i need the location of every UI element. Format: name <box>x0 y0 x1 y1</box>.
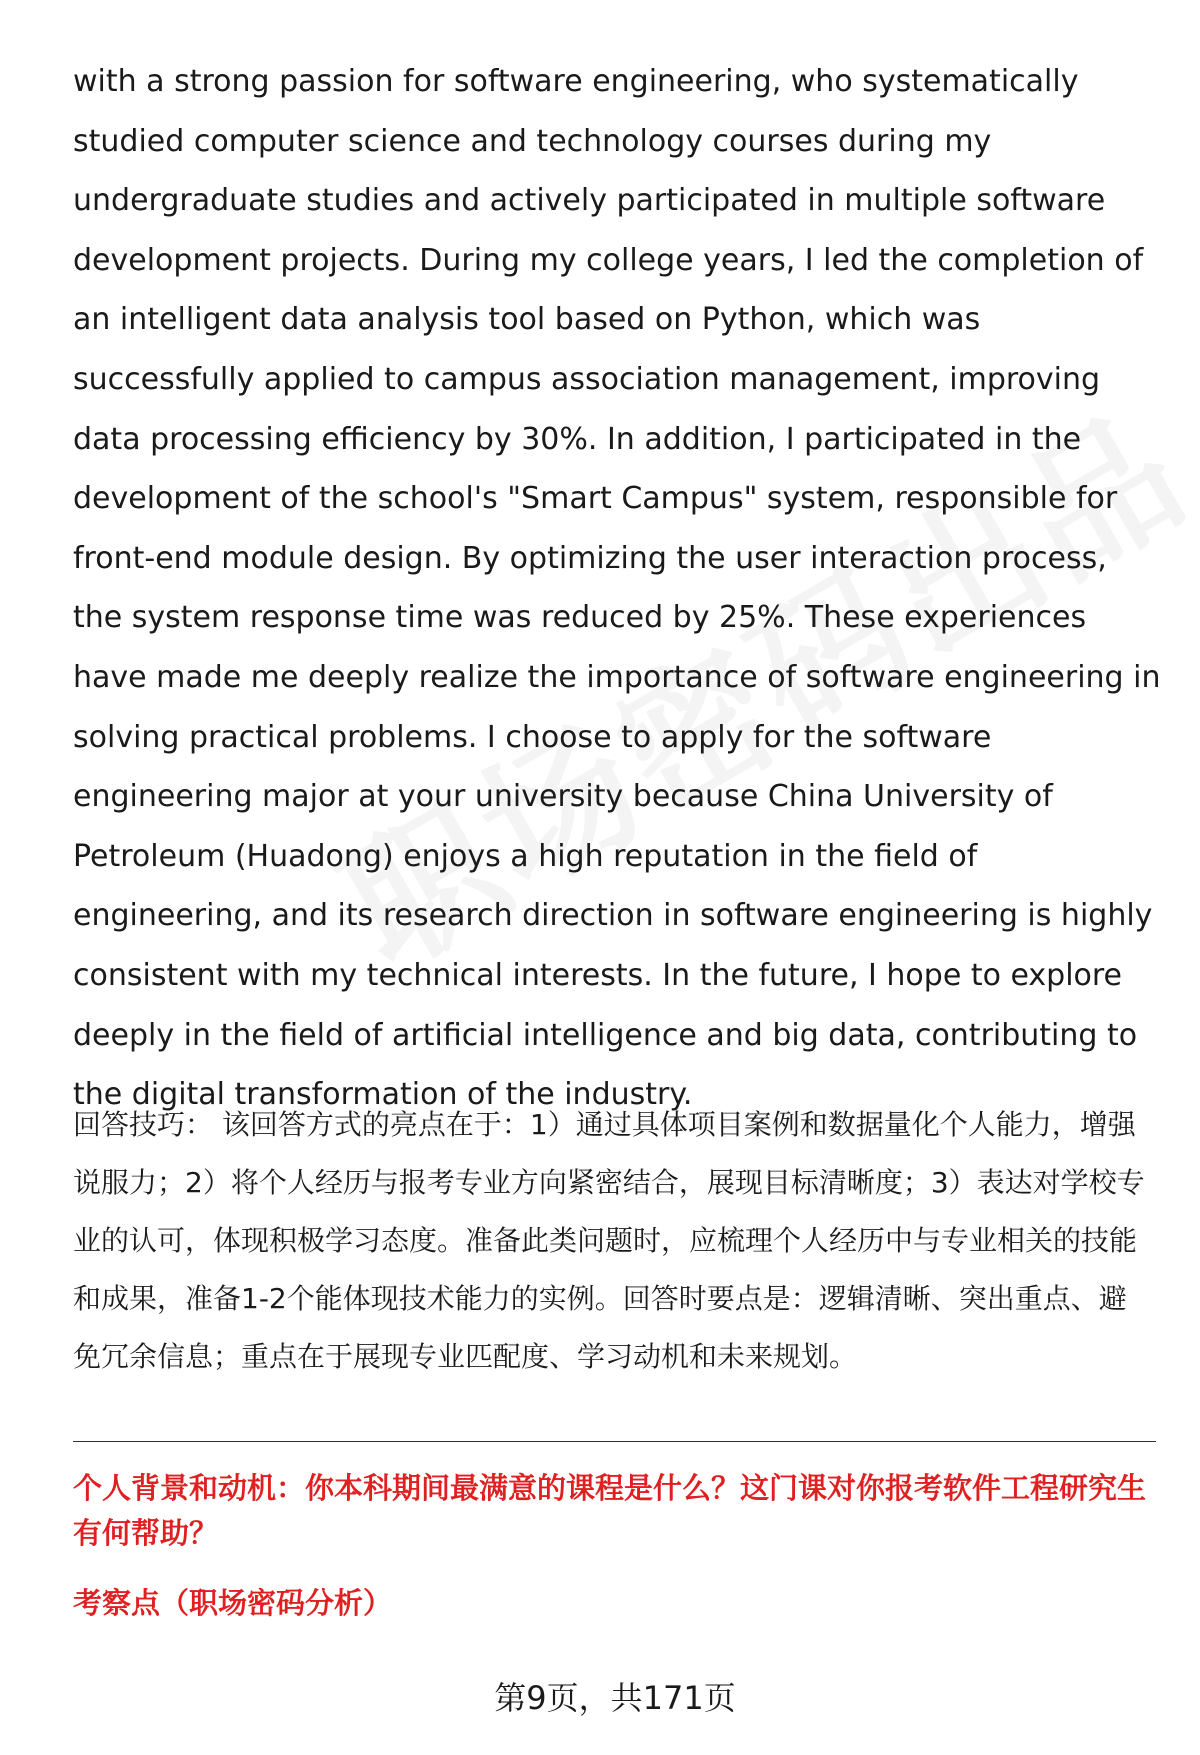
answer-tips-paragraph: 回答技巧： 该回答方式的亮点在于：1）通过具体项目案例和数据量化个人能力，增强说服力；2）将个人经历与报考专业方向紧密结合，展现目标清晰度；3）表达对学校专业的认可，体现积极学习态度。准备此类问题时，应梳理个人经历中与专业相关的技能和成果，准备1-2个能体现技术能力的实例。回答时要点是：逻辑清晰、突出重点、避免冗余信息；重点在于展现专业匹配度、学习动机和未来规划。 <box>73 1108 1145 1373</box>
next-question-heading: 个人背景和动机：你本科期间最满意的课程是什么？这门课对你报考软件工程研究生有何帮助？ <box>73 1471 1147 1550</box>
section-divider <box>73 1441 1156 1442</box>
answer-paragraph: with a strong passion for software engineering, who systematically studied computer science and technology courses during my undergraduate studies and actively participated in multiple software development projects. During my college years, I led the completion of an intelligent data analysis tool based on Python, which was successfully applied to campus association management, improving data processing efficiency by 30%. In addition, I participated in the development of the school's "Smart Campus" system, responsible for front-end module design. By optimizing the user interaction process, the system response time was reduced by 25%. These experiences have made me deeply realize the importance of software engineering in solving practical problems. I choose to apply for the software engineering major at your university because China University of Petroleum (Huadong) enjoys a high reputation in the field of engineering, and its research direction in software engineering is highly consistent with my technical interests. In the future, I hope to explore deeply in the field of artificial intelligence and big data, contributing to the digital transformation of the industry. <box>73 64 1161 1113</box>
page-number: 第9页，共171页 <box>494 1679 736 1717</box>
analysis-subheading: 考察点（职场密码分析） <box>73 1586 393 1620</box>
